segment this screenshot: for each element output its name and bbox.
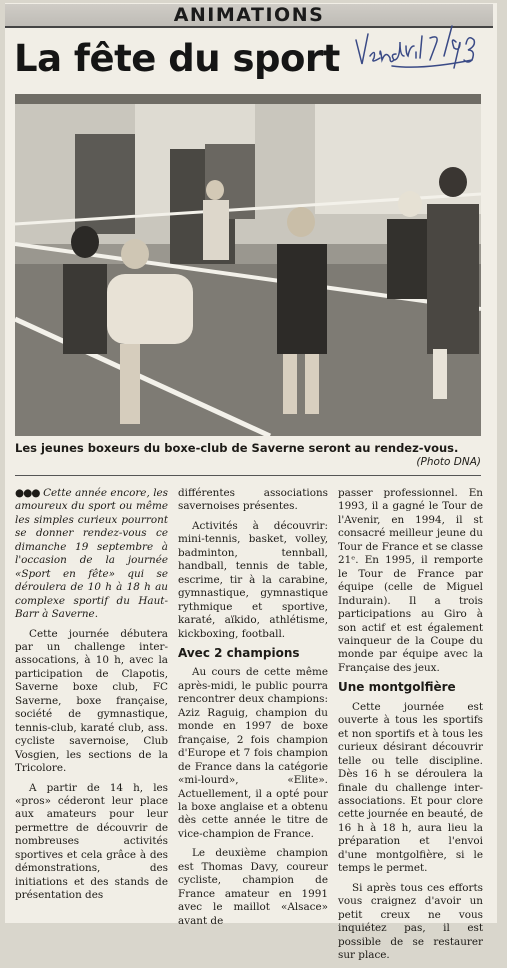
- body-paragraph: Le deuxième champion est Thomas Davy, coureur cycliste, champion de France amateur en 1991 avec le maillot «Alsace» avant de: [178, 847, 328, 927]
- headline: La fête du sport: [14, 37, 340, 80]
- photo-credit: (Photo DNA): [416, 456, 481, 468]
- body-paragraph: Cette journée est ouverte à tous les sportifs et non sportifs et à tous les curieux désirant découvrir telle ou telle discipline. Dès 16 h se déroulera la finale du challenge inter-associations. Et pour clore cette journée en beauté, de 16 h à 18 h, aura lieu la préparation et l'envoi d'une montgolfière, si le temps le permet.: [338, 700, 483, 875]
- photo-caption: Les jeunes boxeurs du boxe-club de Saverne seront au rendez-vous.: [15, 441, 459, 455]
- subheading: Une montgolfière: [338, 680, 456, 695]
- body-paragraph: Activités à découvrir: mini-tennis, basket, volley, badminton, tennball, handball, tennis de table, escrime, tir à la carabine, gymnastique, gymnastique rythmique et sportive, karaté, aïkido, athlétisme, kickboxing, football.: [178, 519, 328, 640]
- handwritten-date-annotation: [352, 22, 482, 78]
- article-photo: [15, 94, 481, 436]
- body-paragraph: Au cours de cette même après-midi, le public pourra rencontrer deux champions: Aziz Raguig, champion du monde en 1997 de boxe française, 2 fois champion d'Europe et 7 fois champion de France dans la catégorie «mi-lourd», «Elite». Actuellement, il a opté pour la boxe anglaise et a obtenu dès cette année le titre de vice-champion de France.: [178, 666, 328, 840]
- body-paragraph: différentes associations savernoises présentes.: [178, 487, 328, 513]
- boxing-ring-photo: [15, 94, 481, 436]
- article-column-3: [338, 487, 483, 968]
- handwritten-date-drawing: [352, 22, 482, 78]
- caption-divider: [15, 475, 481, 476]
- article-column-2: [178, 487, 328, 934]
- body-paragraph: A partir de 14 h, les «pros» céderont leur place aux amateurs pour leur permettre de découvrir de nombreuses activités sportives et cela grâce à des démonstrations, des initiations et des stands de présentation des: [15, 781, 168, 902]
- lead-text: Cette année encore, les amoureux du sport ou même les simples curieux pourront se donner rendez-vous ce dimanche 19 septembre à l'occasion de la journée «Sport en fête» qui se déroulera de 10 h à 18 h au complexe sportif du Haut-Barr à Saverne.: [15, 487, 168, 621]
- subheading: Avec 2 champions: [178, 645, 300, 660]
- body-paragraph: passer professionnel. En 1993, il a gagné le Tour de l'Avenir, en 1994, il st consacré meilleur jeune du Tour de France et se classe 21ᵉ. En 1995, il remporte le Tour de France par équipe (celle de Miguel Indurain). Il a trois participations au Giro à son actif et est également vainqueur de la Coupe du monde par équipe avec la Française des jeux.: [338, 487, 483, 674]
- lead-bullet-dots: ●●●: [15, 487, 40, 499]
- lead-paragraph: [15, 487, 168, 622]
- body-paragraph: Si après tous ces efforts vous craignez d'avoir un petit creux ne vous inquiétez pas, il est possible de se restaurer sur place.: [338, 881, 483, 961]
- section-title: ANIMATIONS: [173, 4, 325, 26]
- body-paragraph: Cette journée débutera par un challenge inter-assocations, à 10 h, avec la participation de Clapotis, Saverne boxe club, FC Saverne, boxe française, société de gymnastique, tennis-club, karaté club, ass. cycliste savernoise, Club Vosgien, les sections de la Tricolore.: [15, 627, 168, 775]
- article-column-1: [15, 487, 168, 909]
